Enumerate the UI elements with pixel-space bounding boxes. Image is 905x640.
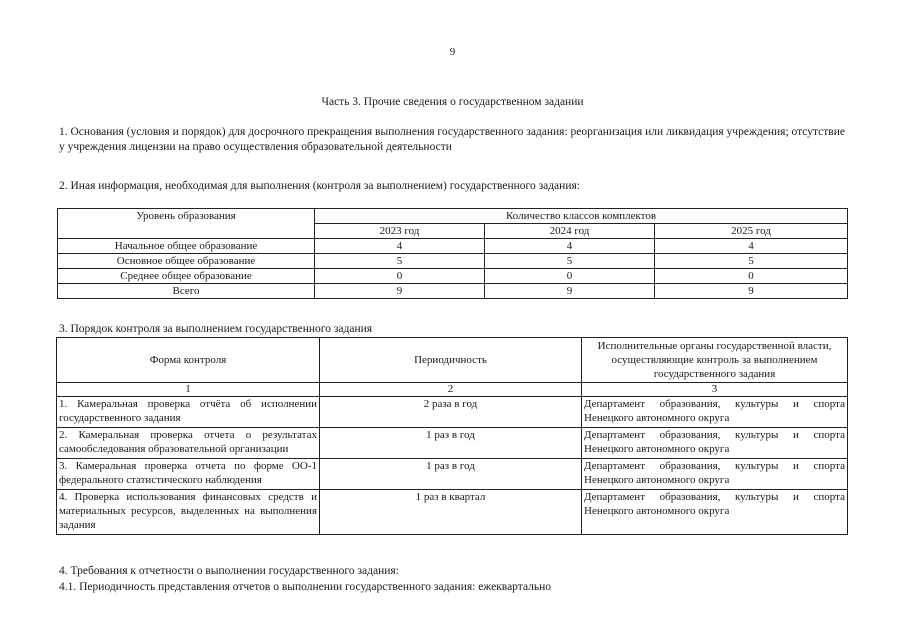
class-count-table [57, 208, 848, 299]
value-cell: 5 [485, 254, 655, 269]
table-row [57, 397, 848, 428]
form-cell: 3. Камеральная проверка отчета по форме ОО-1 федерального статистического наблюдения [57, 459, 320, 490]
page-number: 9 [449, 46, 456, 58]
form-cell: 4. Проверка использования финансовых средств и материальных ресурсов, выделенных на выполнения задания [57, 490, 320, 535]
header-period: Периодичность [320, 338, 582, 383]
section-1-text: 1. Основания (условия и порядок) для досрочного прекращения выполнения государственного задания: реорганизация или ликвидация учреждения; отсутствие у учреждения лицензии на право осуществления образовательной деятельности [59, 126, 845, 153]
column-number: 2 [320, 383, 582, 397]
value-cell: 4 [655, 239, 848, 254]
header-year: 2025 год [655, 224, 848, 239]
section-4-text: 4. Требования к отчетности о выполнении государственного задания: [59, 565, 399, 577]
level-cell: Начальное общее образование [58, 239, 315, 254]
form-cell: 1. Камеральная проверка отчёта об исполнении государственного задания [57, 397, 320, 428]
period-cell: 1 раз в год [320, 459, 582, 490]
value-cell: 0 [315, 269, 485, 284]
value-cell: 5 [315, 254, 485, 269]
value-cell: 5 [655, 254, 848, 269]
organ-cell: Департамент образования, культуры и спорта Ненецкого автономного округа [582, 459, 848, 490]
table-header-row [57, 338, 848, 383]
form-cell: 2. Камеральная проверка отчета о результатах самообследования образовательной организации [57, 428, 320, 459]
level-cell: Среднее общее образование [58, 269, 315, 284]
table-header-row [58, 209, 848, 224]
section-2-text: 2. Иная информация, необходимая для выполнения (контроля за выполнением) государственного задания: [59, 180, 580, 192]
value-cell: 0 [485, 269, 655, 284]
table-row [58, 254, 848, 269]
period-cell: 2 раза в год [320, 397, 582, 428]
table-row [57, 490, 848, 535]
section-3-text: 3. Порядок контроля за выполнением государственного задания [59, 323, 373, 335]
value-cell: 9 [655, 284, 848, 299]
organ-cell: Департамент образования, культуры и спорта Ненецкого автономного округа [582, 397, 848, 428]
organ-cell: Департамент образования, культуры и спорта Ненецкого автономного округа [582, 490, 848, 535]
table-row [57, 428, 848, 459]
column-number: 3 [582, 383, 848, 397]
table-row [58, 239, 848, 254]
header-form: Форма контроля [57, 338, 320, 383]
control-table [56, 337, 848, 535]
table-row-total [58, 284, 848, 299]
period-cell: 1 раз в год [320, 428, 582, 459]
header-count: Количество классов комплектов [315, 209, 848, 224]
header-year: 2023 год [315, 224, 485, 239]
header-year: 2024 год [485, 224, 655, 239]
value-cell: 4 [315, 239, 485, 254]
column-number: 1 [57, 383, 320, 397]
level-cell: Всего [58, 284, 315, 299]
table-row [57, 459, 848, 490]
header-organ: Исполнительные органы государственной власти, осуществляющие контроль за выполнением государственного задания [582, 338, 848, 383]
value-cell: 9 [485, 284, 655, 299]
table-row [58, 269, 848, 284]
section-4-1-text: 4.1. Периодичность представления отчетов о выполнении государственного задания: ежеквартально [59, 581, 552, 593]
table-number-row [57, 383, 848, 397]
part-title: Часть 3. Прочие сведения о государственном задании [321, 96, 584, 108]
organ-cell: Департамент образования, культуры и спорта Ненецкого автономного округа [582, 428, 848, 459]
value-cell: 9 [315, 284, 485, 299]
value-cell: 0 [655, 269, 848, 284]
level-cell: Основное общее образование [58, 254, 315, 269]
period-cell: 1 раз в квартал [320, 490, 582, 535]
value-cell: 4 [485, 239, 655, 254]
header-level: Уровень образования [58, 209, 315, 239]
